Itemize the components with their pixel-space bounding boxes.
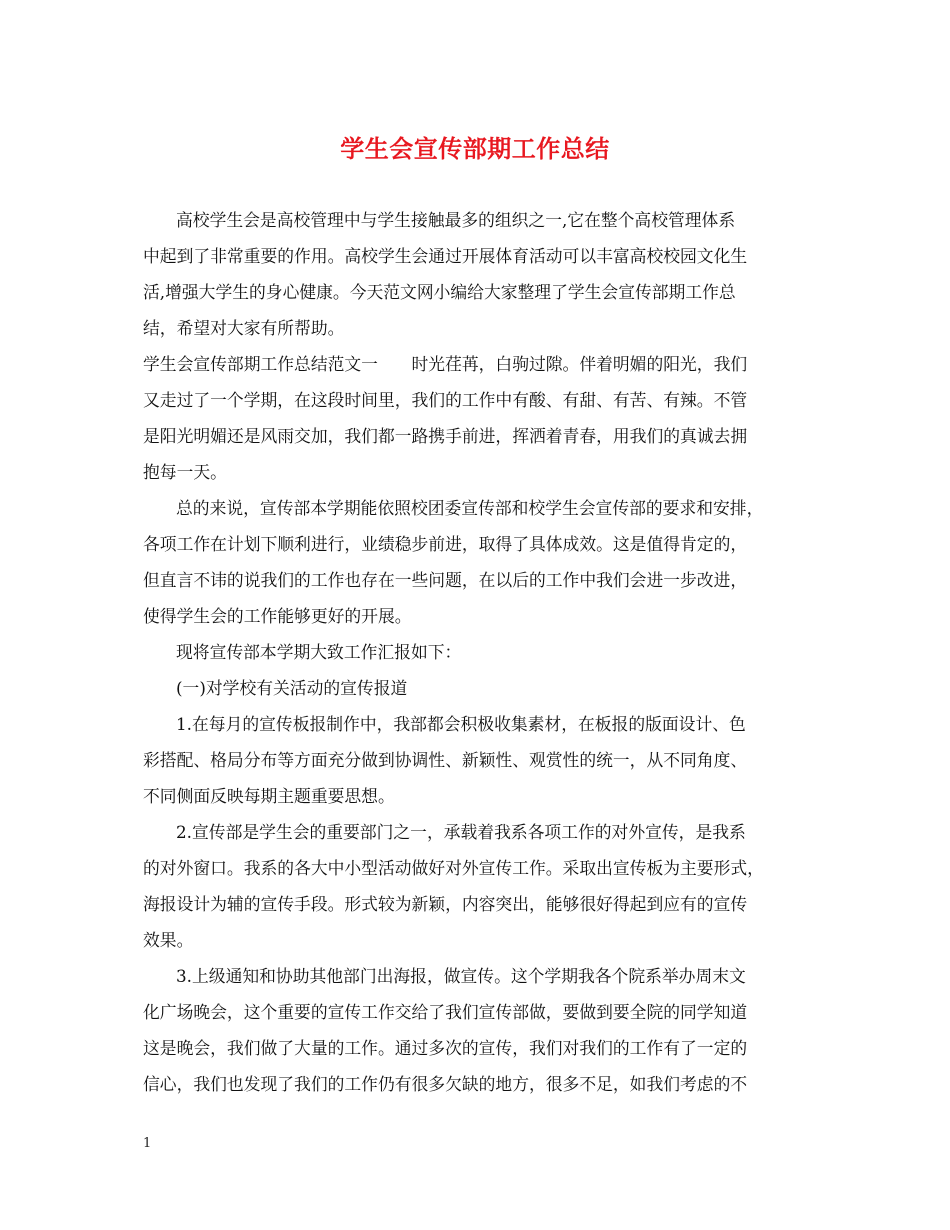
- body-line-10: 各项工作在计划下顺利进行，业绩稳步前进，取得了具体成效。这是值得肯定的，: [143, 534, 748, 554]
- body-line-13: 现将宣传部本学期大致工作汇报如下：: [176, 642, 462, 662]
- body-line-7: 是阳光明媚还是风雨交加，我们都一路携手前进，挥洒着青春，用我们的真诚去拥: [143, 426, 748, 446]
- body-line-2: 中起到了非常重要的作用。高校学生会通过开展体育活动可以丰富高校校园文化生: [143, 246, 748, 266]
- body-line-20: 海报设计为辅的宣传手段。形式较为新颖，内容突出，能够很好得起到应有的宣传: [143, 894, 748, 914]
- body-line-21: 效果。: [143, 930, 194, 950]
- body-line-8: 抱每一天。: [143, 462, 227, 482]
- page-number: 1: [143, 1136, 152, 1151]
- body-line-17: 不同侧面反映每期主题重要思想。: [143, 786, 395, 806]
- body-line-4: 结，希望对大家有所帮助。: [143, 318, 345, 338]
- document-title: 学生会宣传部期工作总结: [340, 134, 610, 163]
- body-line-22: 3.上级通知和协助其他部门出海报，做宣传。这个学期我各个院系举办周末文: [176, 966, 746, 986]
- body-line-19: 的对外窗口。我系的各大中小型活动做好对外宣传工作。采取出宣传板为主要形式，: [143, 858, 764, 878]
- body-line-5: 学生会宣传部期工作总结范文一 时光荏苒，白驹过隙。伴着明媚的阳光，我们: [143, 354, 748, 374]
- body-line-12: 使得学生会的工作能够更好的开展。: [143, 606, 412, 626]
- body-line-23: 化广场晚会，这个重要的宣传工作交给了我们宣传部做，要做到要全院的同学知道: [143, 1002, 748, 1022]
- body-line-18: 2.宣传部是学生会的重要部门之一，承载着我系各项工作的对外宣传，是我系: [176, 822, 746, 842]
- body-line-6: 又走过了一个学期，在这段时间里，我们的工作中有酸、有甜、有苦、有辣。不管: [143, 390, 748, 410]
- body-line-14: (一)对学校有关活动的宣传报道: [176, 678, 408, 698]
- body-line-25: 信心，我们也发现了我们的工作仍有很多欠缺的地方，很多不足，如我们考虑的不: [143, 1074, 748, 1094]
- body-line-11: 但直言不讳的说我们的工作也存在一些问题，在以后的工作中我们会进一步改进，: [143, 570, 748, 590]
- body-line-16: 彩搭配、格局分布等方面充分做到协调性、新颖性、观赏性的统一，从不同角度、: [143, 750, 748, 770]
- body-line-24: 这是晚会，我们做了大量的工作。通过多次的宣传，我们对我们的工作有了一定的: [143, 1038, 748, 1058]
- body-line-9: 总的来说，宣传部本学期能依照校团委宣传部和校学生会宣传部的要求和安排，: [176, 498, 764, 518]
- body-line-15: 1.在每月的宣传板报制作中，我部都会积极收集素材，在板报的版面设计、色: [176, 714, 746, 734]
- body-line-3: 活,增强大学生的身心健康。今天范文网小编给大家整理了学生会宣传部期工作总: [143, 282, 736, 302]
- body-line-1: 高校学生会是高校管理中与学生接触最多的组织之一,它在整个高校管理体系: [176, 210, 736, 230]
